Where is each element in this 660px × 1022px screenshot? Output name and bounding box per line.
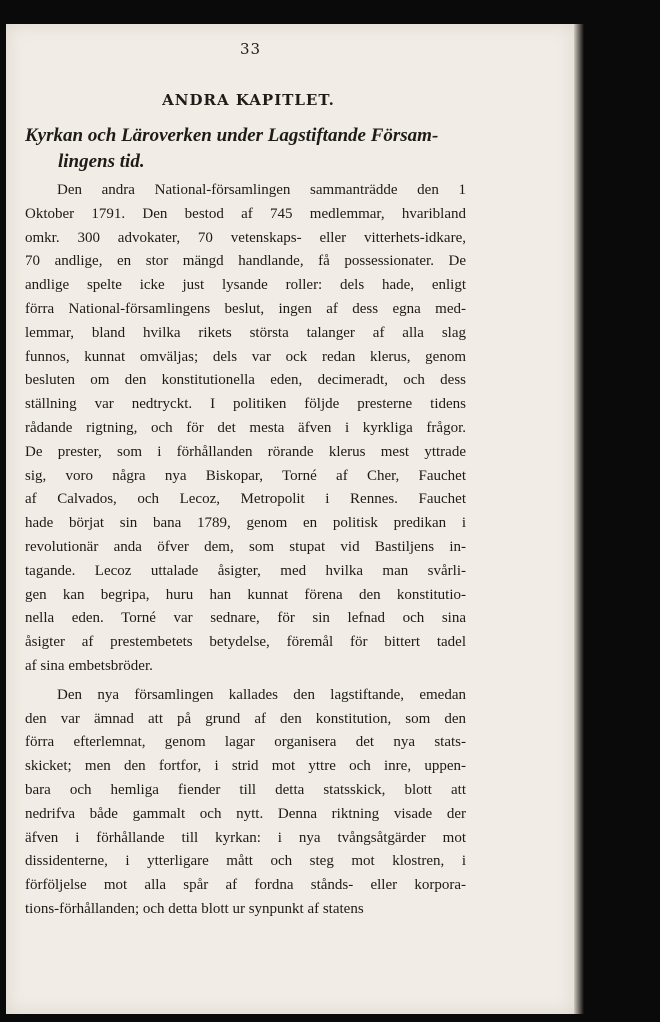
text-line: af Calvados, och Lecoz, Metropolit i Rennes. Fauchet (25, 491, 466, 508)
text-line: 70 andlige, en stor mängd handlande, få possessionater. De (25, 253, 466, 270)
section-title-line-1: Kyrkan och Läroverken under Lagstiftande Försam- (25, 125, 439, 146)
paragraph-1 (25, 179, 466, 679)
page-number: 33 (239, 40, 262, 58)
text-line: hade börjat sin bana 1789, genom en politisk predikan i (25, 515, 466, 532)
text-line: Oktober 1791. Den bestod af 745 medlemmar, hvaribland (25, 205, 466, 222)
text-line: dissidenterne, i ytterligare mått och steg mot klostren, i (25, 853, 466, 870)
text-line: åsigter af prestembetets betydelse, föremål för bittert tadel (25, 634, 466, 651)
text-line: tagande. Lecoz uttalade åsigter, med hvilka man svårli- (25, 562, 466, 579)
text-line: besluten om den konstitutionella eden, decimeradt, och dess (25, 372, 466, 389)
text-line: Den nya församlingen kallades den lagstiftande, emedan (57, 686, 466, 703)
text-line: bara och hemliga fiender till detta statsskick, blott att (25, 781, 466, 798)
text-line: äfven i förhållande till kyrkan: i nya tvångsåtgärder mot (25, 829, 466, 846)
text-line: Den andra National-församlingen sammanträdde den 1 (57, 182, 466, 198)
section-title-line-2: lingens tid. (58, 151, 145, 172)
text-line: förra efterlemnat, genom lagar organisera det nya stats- (25, 734, 466, 751)
text-line: sig, voro några nya Biskopar, Torné af Cher, Fauchet (25, 467, 466, 484)
text-line: af sina embetsbröder. (25, 657, 153, 674)
text-line: andlige spelte icke just lysande roller: dels hade, enligt (25, 277, 466, 294)
page-edge (574, 24, 584, 1014)
text-line: De prester, som i förhållanden rörande klerus mest yttrade (25, 443, 466, 460)
text-line: omkr. 300 advokater, 70 vetenskaps- eller vitterhets-idkare, (25, 229, 466, 246)
text-line: revolutionär anda öfver dem, som stupat vid Bastiljens in- (25, 538, 466, 555)
text-line: nella eden. Torné var sednare, för sin lefnad och sina (25, 610, 466, 627)
page-content (25, 40, 466, 922)
text-line: förra National-församlingens beslut, ingen af dess egna med- (25, 300, 466, 317)
text-line: skicket; men den fortfor, i strid mot yttre och inre, uppen- (25, 758, 466, 775)
text-line: den var ämnad att på grund af den konstitution, som den (25, 710, 466, 727)
paragraph-2 (25, 684, 466, 922)
text-line: nedrifva både gammalt och nytt. Denna riktning visade der (25, 805, 466, 822)
text-line: tions-förhållanden; och detta blott ur synpunkt af statens (25, 900, 364, 917)
text-line: förföljelse mot alla spår af fordna stånds- eller korpora- (25, 877, 466, 894)
text-line: ställning var nedtryckt. I politiken följde presterne tidens (25, 396, 466, 413)
chapter-title: ANDRA KAPITLET. (162, 91, 335, 109)
text-line: funnos, kunnat omväljas; dels var ock redan klerus, genom (25, 348, 466, 365)
text-line: lemmar, bland hvilka rikets största talanger af alla slag (25, 324, 466, 341)
section-title (25, 123, 466, 175)
text-line: rådande rigtning, och för det mesta äfven i kyrkliga frågor. (25, 419, 466, 436)
text-line: gen kan begripa, huru han kunnat förena den konstitutio- (25, 586, 466, 603)
